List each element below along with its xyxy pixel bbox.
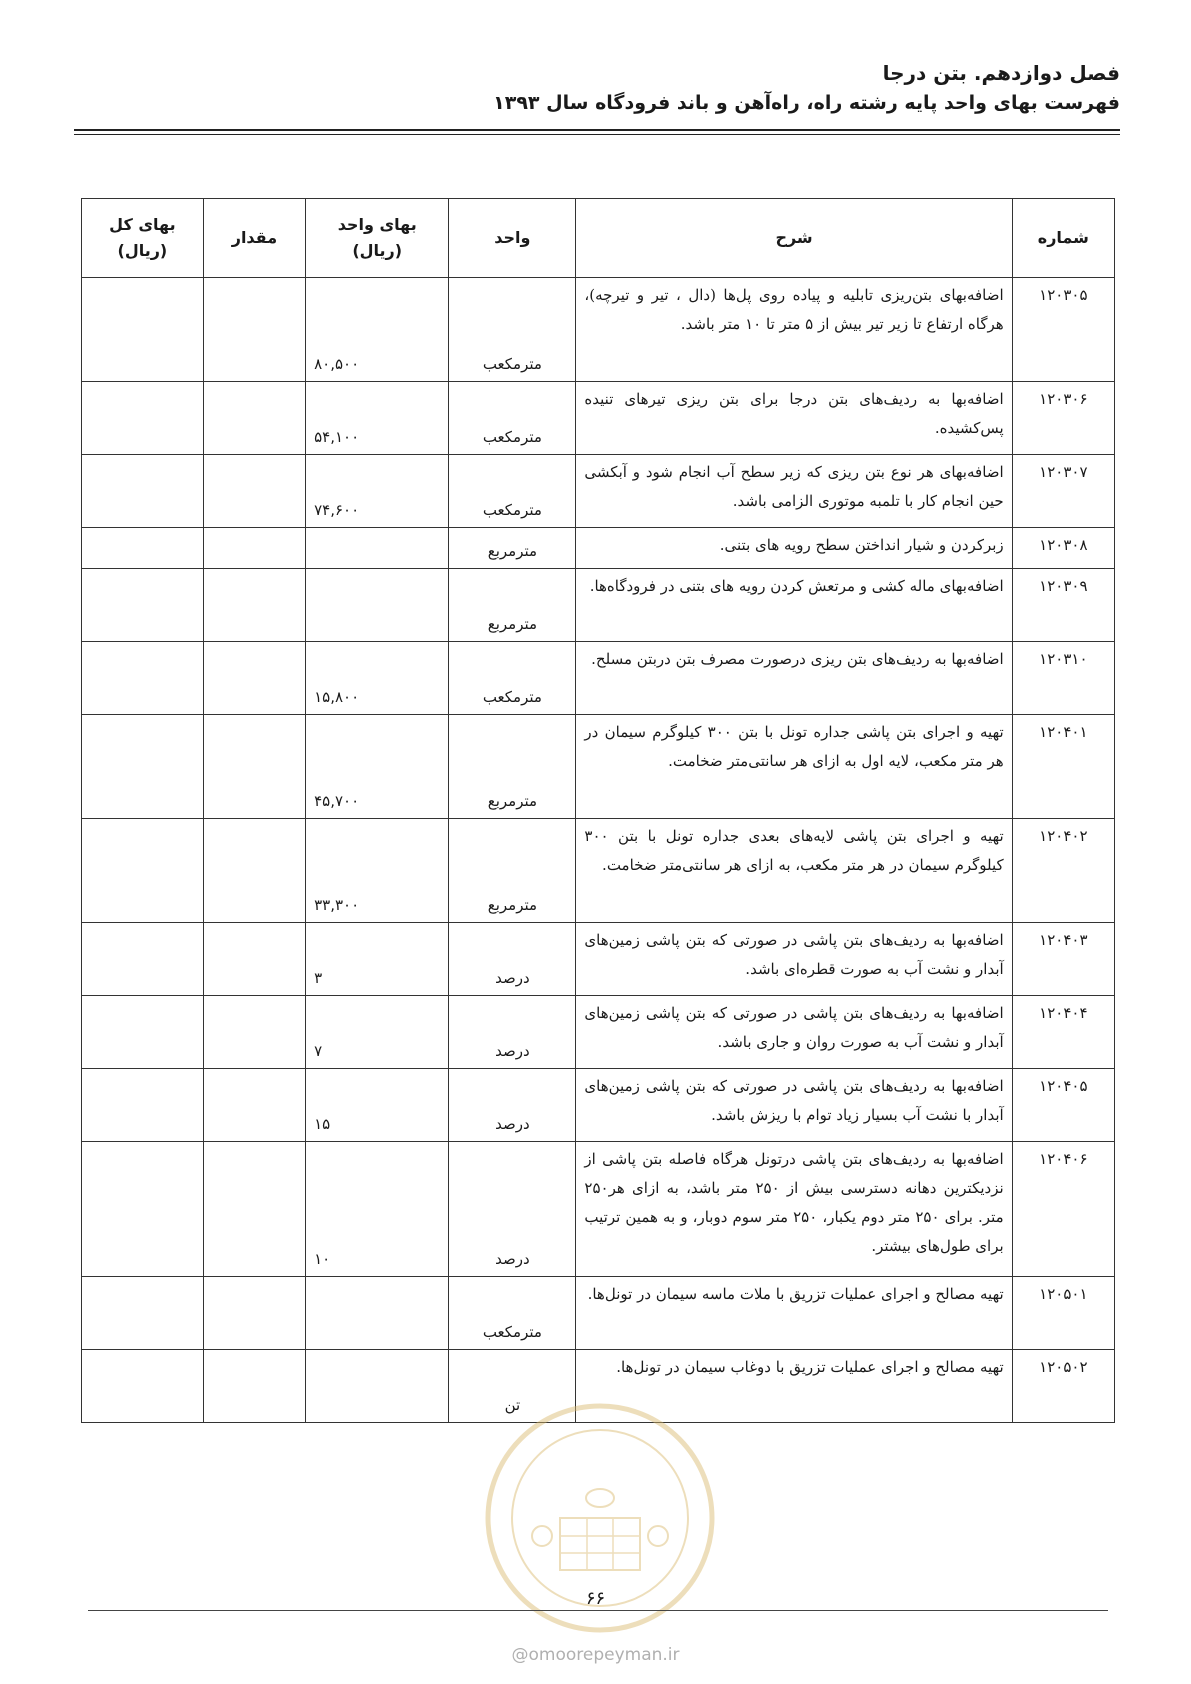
table-row [82,996,1115,1069]
column-header-description: شرح [576,199,1012,278]
item-unit-cell: مترمربع [449,528,576,569]
item-unit-price-cell [306,1350,449,1423]
item-unit-price-cell: ۷۴,۶۰۰ [306,455,449,528]
item-quantity-cell [203,996,305,1069]
item-description-cell: اضافه‌بها به ردیف‌های بتن ریزی درصورت مصرف بتن دربتن مسلح. [576,642,1012,715]
item-total-price-cell [82,642,204,715]
item-description-cell: اضافه‌بها به ردیف‌های بتن پاشی درتونل هرگاه فاصله بتن پاشی از نزدیکترین دهانه دسترسی بیش از ۲۵۰ متر باشد، به ازای هر۲۵۰ متر. برای ۲۵۰ متر دوم یکبار، ۲۵۰ متر سوم دوبار، و به همین ترتیب برای طول‌های بیشتر. [576,1142,1012,1277]
item-total-price-cell [82,819,204,923]
item-code-cell: ۱۲۰۴۰۵ [1012,1069,1114,1142]
table-body [82,278,1115,1423]
item-unit-price-cell: ۵۴,۱۰۰ [306,382,449,455]
item-description-cell: تهیه مصالح و اجرای عملیات تزریق با ملات ماسه سیمان در تونل‌ها. [576,1277,1012,1350]
item-unit-cell: مترمربع [449,715,576,819]
item-description-cell: تهیه مصالح و اجرای عملیات تزریق با دوغاب سیمان در تونل‌ها. [576,1350,1012,1423]
item-code-cell: ۱۲۰۵۰۲ [1012,1350,1114,1423]
column-header-code: شماره [1012,199,1114,278]
item-unit-price-cell [306,569,449,642]
item-unit-price-cell: ۱۵,۸۰۰ [306,642,449,715]
header-rule [74,129,1120,131]
item-unit-cell: تن [449,1350,576,1423]
item-total-price-cell [82,528,204,569]
item-quantity-cell [203,715,305,819]
total-price-currency: (ریال) [117,241,168,260]
item-quantity-cell [203,1277,305,1350]
item-description-cell: اضافه‌بها به ردیف‌های بتن پاشی در صورتی که بتن پاشی زمین‌های آبدار و نشت آب به صورت روان و جاری باشد. [576,996,1012,1069]
unit-price-label: بهای واحد [337,215,417,234]
item-total-price-cell [82,923,204,996]
table-row [82,819,1115,923]
header-rule-thin [74,134,1120,135]
item-unit-cell: درصد [449,1142,576,1277]
unit-price-currency: (ریال) [352,241,403,260]
column-header-unit-price [306,199,449,278]
column-header-quantity: مقدار [203,199,305,278]
item-unit-price-cell: ۳۳,۳۰۰ [306,819,449,923]
item-description-cell: اضافه‌بها به ردیف‌های بتن پاشی در صورتی که بتن پاشی زمین‌های آبدار و نشت آب به صورت قطره‌ای باشد. [576,923,1012,996]
item-code-cell: ۱۲۰۴۰۳ [1012,923,1114,996]
item-quantity-cell [203,1069,305,1142]
table-row [82,528,1115,569]
item-unit-price-cell: ۱۵ [306,1069,449,1142]
price-table [81,198,1115,1423]
item-code-cell: ۱۲۰۳۰۶ [1012,382,1114,455]
item-total-price-cell [82,278,204,382]
page-header [74,58,1120,118]
table-row [82,1069,1115,1142]
item-total-price-cell [82,1350,204,1423]
table-header-row [82,199,1115,278]
item-code-cell: ۱۲۰۳۰۷ [1012,455,1114,528]
item-description-cell: اضافه‌بها به ردیف‌های بتن درجا برای بتن ریزی تیرهای تنیده پس‌کشیده. [576,382,1012,455]
item-unit-cell: مترمکعب [449,278,576,382]
item-description-cell: اضافه‌بهای هر نوع بتن ریزی که زیر سطح آب انجام شود و آبکشی حین انجام کار با تلمبه موتوری الزامی باشد. [576,455,1012,528]
item-total-price-cell [82,1069,204,1142]
item-unit-cell: مترمکعب [449,1277,576,1350]
page-number: ۶۶ [585,1588,606,1609]
item-unit-price-cell [306,528,449,569]
item-total-price-cell [82,455,204,528]
item-unit-price-cell: ۳ [306,923,449,996]
table-row [82,1277,1115,1350]
item-total-price-cell [82,1142,204,1277]
item-code-cell: ۱۲۰۳۰۸ [1012,528,1114,569]
table-row [82,569,1115,642]
table-row [82,455,1115,528]
column-header-unit: واحد [449,199,576,278]
table-row [82,923,1115,996]
total-price-label: بهای کل [109,215,176,234]
column-header-total-price [82,199,204,278]
item-quantity-cell [203,1142,305,1277]
item-total-price-cell [82,569,204,642]
item-code-cell: ۱۲۰۳۰۹ [1012,569,1114,642]
item-code-cell: ۱۲۰۴۰۶ [1012,1142,1114,1277]
item-description-cell: زبرکردن و شیار انداختن سطح رویه های بتنی. [576,528,1012,569]
item-unit-cell: مترمکعب [449,642,576,715]
item-quantity-cell [203,528,305,569]
table-row [82,278,1115,382]
item-total-price-cell [82,1277,204,1350]
item-quantity-cell [203,1350,305,1423]
item-quantity-cell [203,923,305,996]
item-unit-cell: درصد [449,996,576,1069]
footer-rule [88,1610,1108,1611]
table-row [82,642,1115,715]
item-unit-cell: درصد [449,1069,576,1142]
item-quantity-cell [203,569,305,642]
item-total-price-cell [82,382,204,455]
document-title: فهرست بهای واحد پایه رشته راه، راه‌آهن و باند فرودگاه سال ۱۳۹۳ [493,92,1120,114]
item-quantity-cell [203,819,305,923]
item-unit-price-cell: ۴۵,۷۰۰ [306,715,449,819]
table-row [82,1142,1115,1277]
table-row [82,382,1115,455]
item-code-cell: ۱۲۰۴۰۴ [1012,996,1114,1069]
item-code-cell: ۱۲۰۴۰۱ [1012,715,1114,819]
item-unit-price-cell: ۸۰,۵۰۰ [306,278,449,382]
item-description-cell: اضافه‌بهای ماله کشی و مرتعش کردن رویه های بتنی در فرودگاه‌ها. [576,569,1012,642]
item-description-cell: اضافه‌بهای بتن‌ریزی تابلیه و پیاده روی پل‌ها (دال ، تیر و تیرچه)، هرگاه ارتفاع تا زیر تیر بیش از ۵ متر تا ۱۰ متر باشد. [576,278,1012,382]
item-total-price-cell [82,715,204,819]
item-code-cell: ۱۲۰۴۰۲ [1012,819,1114,923]
item-code-cell: ۱۲۰۳۰۵ [1012,278,1114,382]
item-unit-cell: مترمربع [449,819,576,923]
item-quantity-cell [203,455,305,528]
item-unit-cell: مترمکعب [449,455,576,528]
item-quantity-cell [203,278,305,382]
item-total-price-cell [82,996,204,1069]
site-watermark: @omoorepeyman.ir [511,1645,680,1665]
item-unit-cell: مترمکعب [449,382,576,455]
item-code-cell: ۱۲۰۵۰۱ [1012,1277,1114,1350]
item-quantity-cell [203,382,305,455]
item-unit-price-cell [306,1277,449,1350]
item-code-cell: ۱۲۰۳۱۰ [1012,642,1114,715]
table-row [82,715,1115,819]
item-unit-price-cell: ۱۰ [306,1142,449,1277]
item-unit-price-cell: ۷ [306,996,449,1069]
chapter-title: فصل دوازدهم. بتن درجا [882,61,1120,85]
item-quantity-cell [203,642,305,715]
item-description-cell: اضافه‌بها به ردیف‌های بتن پاشی در صورتی که بتن پاشی زمین‌های آبدار با نشت آب بسیار زیاد توام با ریزش باشد. [576,1069,1012,1142]
item-unit-cell: درصد [449,923,576,996]
item-description-cell: تهیه و اجرای بتن پاشی لایه‌های بعدی جداره تونل با بتن ۳۰۰ کیلوگرم سیمان در هر متر مکعب، به ازای هر سانتی‌متر ضخامت. [576,819,1012,923]
item-unit-cell: مترمربع [449,569,576,642]
item-description-cell: تهیه و اجرای بتن پاشی جداره تونل با بتن ۳۰۰ کیلوگرم سیمان در هر متر مکعب، لایه اول به ازای هر سانتی‌متر ضخامت. [576,715,1012,819]
